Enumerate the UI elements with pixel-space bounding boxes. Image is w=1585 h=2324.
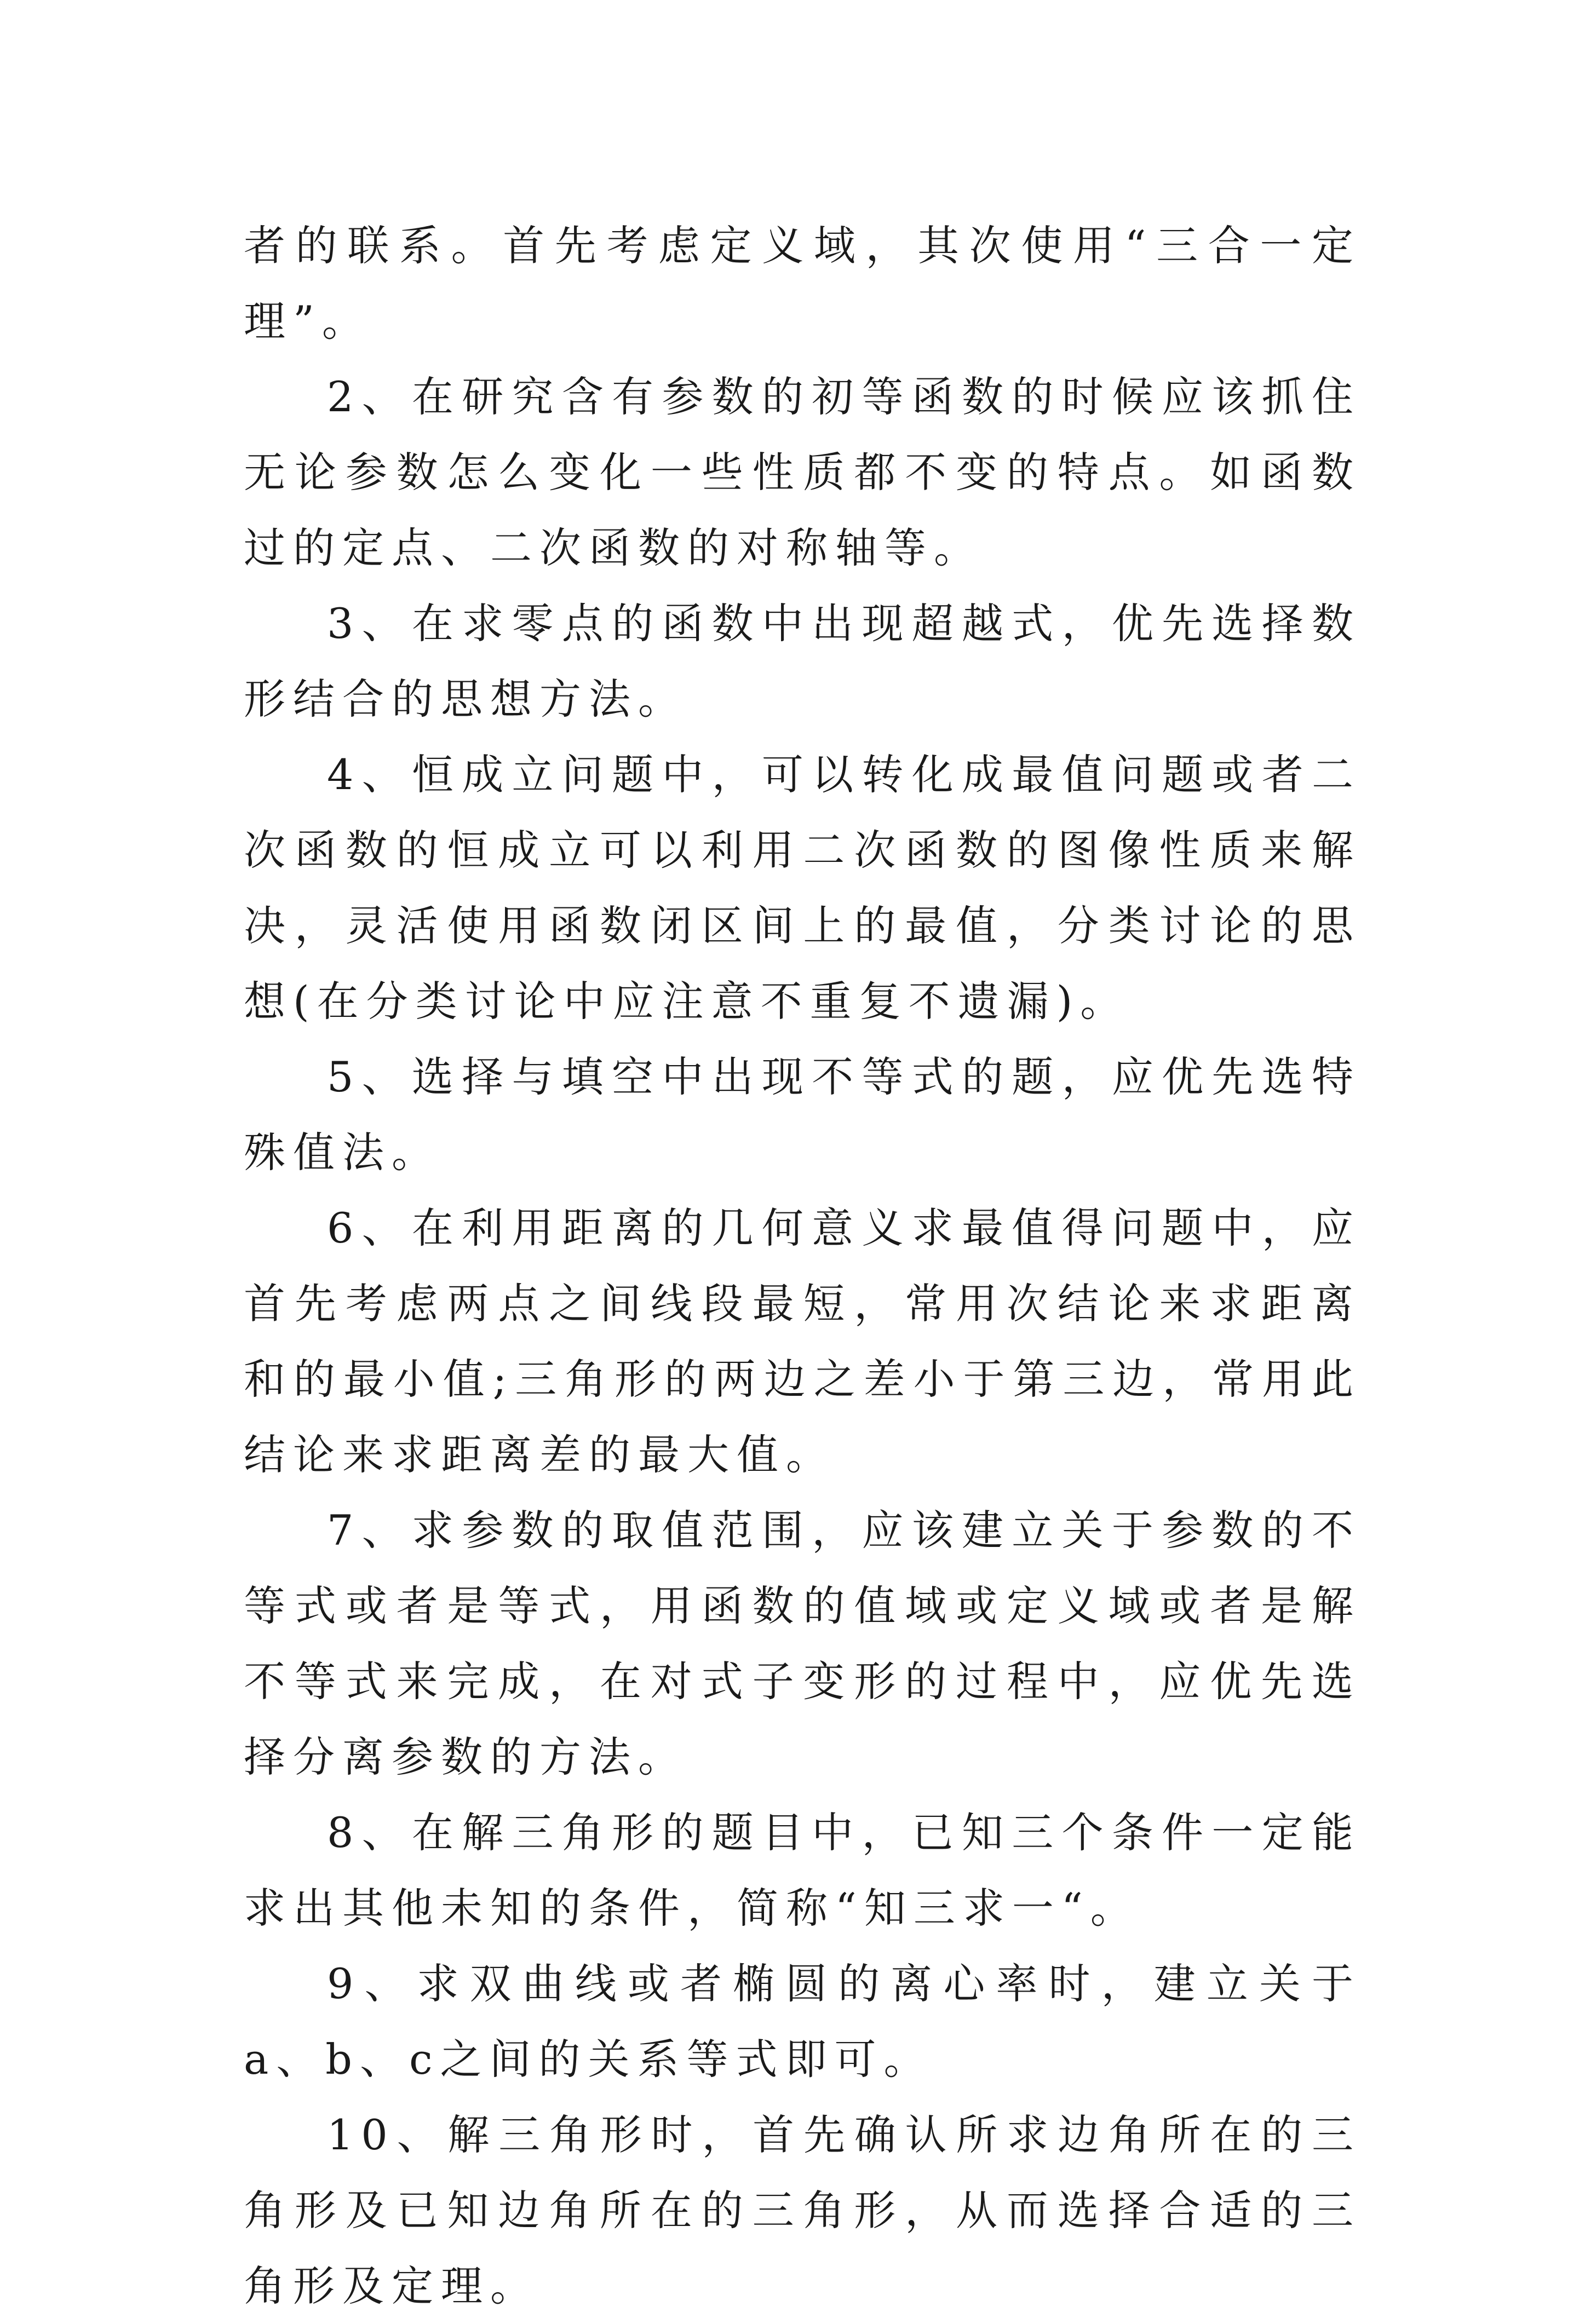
- document-body: [244, 208, 1361, 2324]
- paragraph-item-8: 8、在解三角形的题目中，已知三个条件一定能求出其他未知的条件，简称“知三求一“。: [244, 1808, 1361, 1932]
- paragraph-item-7: 7、求参数的取值范围，应该建立关于参数的不等式或者是等式，用函数的值域或定义域或者是解不等式来完成，在对式子变形的过程中，应优先选择分离参数的方法。: [244, 1506, 1361, 1781]
- paragraph-item-9: 9、求双曲线或者椭圆的离心率时，建立关于a、b、c之间的关系等式即可。: [244, 1959, 1361, 2084]
- paragraph-item-2: 2、在研究含有参数的初等函数的时候应该抓住无论参数怎么变化一些性质都不变的特点。如函数过的定点、二次函数的对称轴等。: [244, 372, 1361, 572]
- paragraph-item-3: 3、在求零点的函数中出现超越式，优先选择数形结合的思想方法。: [244, 599, 1361, 723]
- paragraph-item-6: 6、在利用距离的几何意义求最值得问题中，应首先考虑两点之间线段最短，常用次结论来求距离和的最小值;三角形的两边之差小于第三边，常用此结论来求距离差的最大值。: [244, 1204, 1361, 1479]
- paragraph-continuation: 者的联系。首先考虑定义域，其次使用“三合一定理”。: [244, 221, 1361, 346]
- paragraph-item-4: 4、恒成立问题中，可以转化成最值问题或者二次函数的恒成立可以利用二次函数的图像性质来解决，灵活使用函数闭区间上的最值，分类讨论的思想(在分类讨论中应注意不重复不遗漏)。: [244, 750, 1361, 1026]
- paragraph-item-10: 10、解三角形时，首先确认所求边角所在的三角形及已知边角所在的三角形，从而选择合适的三角形及定理。: [244, 2110, 1361, 2310]
- paragraph-item-5: 5、选择与填空中出现不等式的题，应优先选特殊值法。: [244, 1052, 1361, 1177]
